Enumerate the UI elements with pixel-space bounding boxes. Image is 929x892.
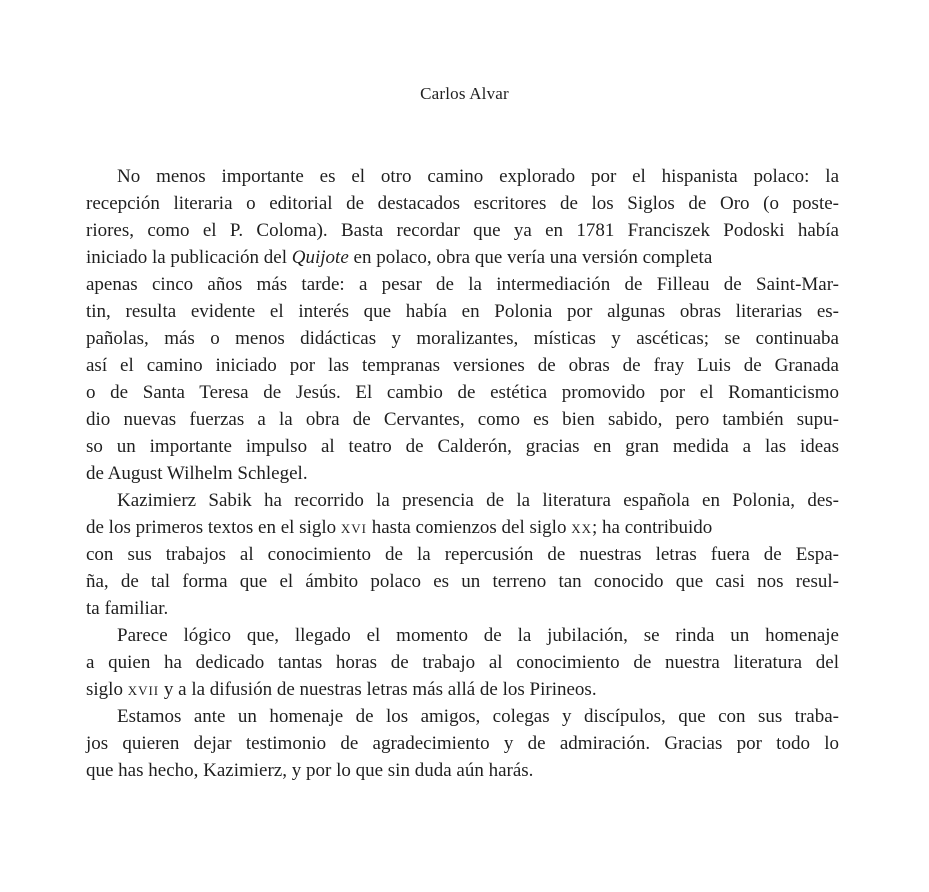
text-line: tin, resulta evidente el interés que había en Polonia por algunas obras literarias es- (86, 301, 839, 322)
paragraph-1 (86, 163, 839, 487)
text-line: so un importante impulso al teatro de Calderón, gracias en gran medida a las ideas (86, 436, 839, 457)
text-line: Parece lógico que, llegado el momento de la jubilación, se rinda un homenaje (117, 625, 839, 646)
text-line: Kazimierz Sabik ha recorrido la presencia de la literatura española en Polonia, des- (117, 490, 839, 511)
paragraph-4 (86, 703, 839, 784)
text-line: jos quieren dejar testimonio de agradecimiento y de admiración. Gracias por todo lo (86, 733, 839, 754)
text-line: riores, como el P. Coloma). Basta recordar que ya en 1781 Franciszek Podoski había (86, 220, 839, 241)
text-run: siglo (86, 679, 123, 700)
roman-numeral: xvii (127, 679, 160, 700)
paragraph-3 (86, 622, 839, 703)
running-header-author: Carlos Alvar (420, 84, 509, 103)
text-line: dio nuevas fuerzas a la obra de Cervantes, como es bien sabido, pero también supu- (86, 409, 839, 430)
text-run: hasta comienzos del siglo (371, 517, 567, 538)
text-line: o de Santa Teresa de Jesús. El cambio de estética promovido por el Romanticismo (86, 382, 839, 403)
text-line: a quien ha dedicado tantas horas de trabajo al conocimiento de nuestra literatura del (86, 652, 839, 673)
text-line (86, 676, 839, 703)
paragraph-2 (86, 487, 839, 622)
text-line: con sus trabajos al conocimiento de la repercusión de nuestras letras fuera de Espa- (86, 544, 839, 565)
text-line: Estamos ante un homenaje de los amigos, colegas y discípulos, que con sus traba- (117, 706, 839, 727)
text-line: No menos importante es el otro camino explorado por el hispanista polaco: la (117, 166, 839, 187)
text-line (86, 244, 839, 271)
italic-title: Quijote (291, 247, 349, 268)
text-line: que has hecho, Kazimierz, y por lo que sin duda aún harás. (86, 760, 534, 781)
text-line: recepción literaria o editorial de destacados escritores de los Siglos de Oro (o poste- (86, 193, 839, 214)
text-run: en polaco, obra que vería una versión completa (353, 247, 713, 268)
text-run: iniciado la publicación del (86, 247, 288, 268)
text-line: pañolas, más o menos didácticas y moralizantes, místicas y ascéticas; se continuaba (86, 328, 839, 349)
text-line: ña, de tal forma que el ámbito polaco es un terreno tan conocido que casi nos resul- (86, 571, 839, 592)
text-line: apenas cinco años más tarde: a pesar de la intermediación de Filleau de Saint-Mar- (86, 274, 839, 295)
text-run: de los primeros textos en el siglo (86, 517, 337, 538)
roman-numeral: xx (571, 517, 592, 538)
text-line: de August Wilhelm Schlegel. (86, 463, 308, 484)
text-line: así el camino iniciado por las tempranas versiones de obras de fray Luis de Granada (86, 355, 839, 376)
text-line (86, 514, 839, 541)
body-text (86, 163, 839, 784)
text-run: ; ha contribuido (592, 517, 713, 538)
text-run: y a la difusión de nuestras letras más allá de los Pirineos. (163, 679, 597, 700)
roman-numeral: xvi (340, 517, 367, 538)
text-line: ta familiar. (86, 598, 169, 619)
